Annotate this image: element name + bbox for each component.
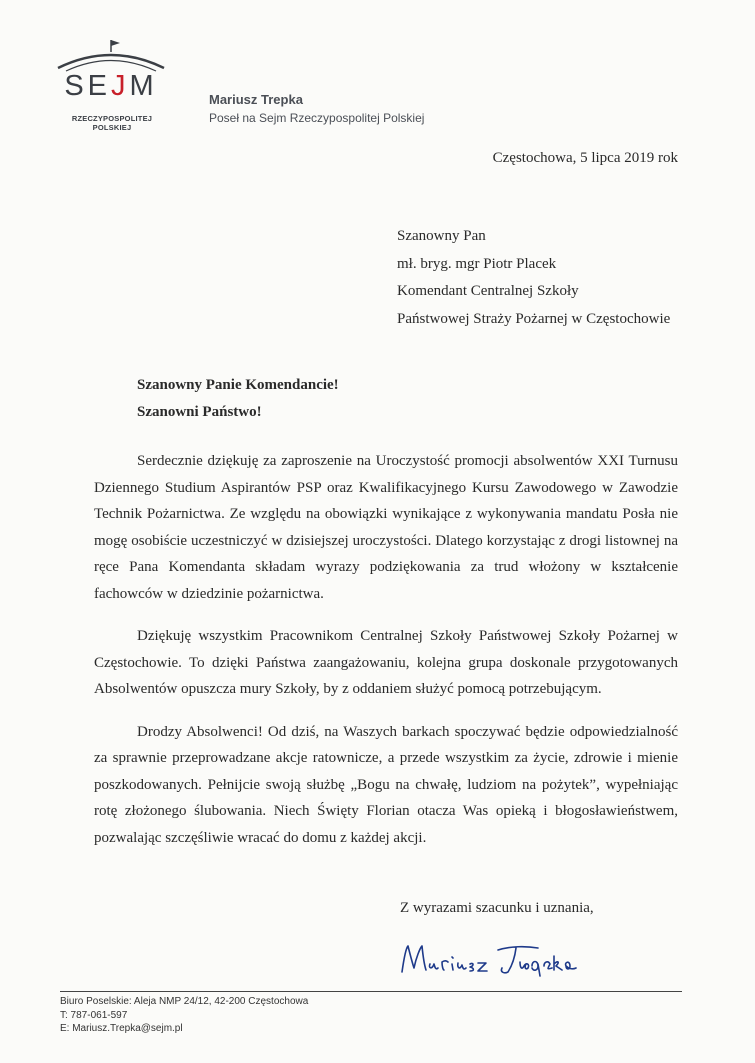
recipient-line: Szanowny Pan bbox=[397, 228, 486, 244]
salutation-line: Szanowny Panie Komendancie! bbox=[137, 377, 339, 393]
salutation bbox=[137, 372, 339, 426]
sejm-logo bbox=[52, 38, 170, 132]
logo-subtitle: RZECZYPOSPOLITEJ POLSKIEJ bbox=[71, 114, 153, 132]
body-paragraph: Serdecznie dziękuję za zaproszenie na Uroczystość promocji absolwentów XXI Turnusu Dziennego Studium Aspirantów PSP oraz Kwalifikacyjnego Kursu Zawodowego w Zawodzie Technik Pożarnictwa. Ze względu na obowiązki wynikające z wykonywania mandatu Posła nie mogę osobiście uczestniczyć w dzisiejszej uroczystości. Dlatego korzystając z drogi listownej na ręce Pana Komendanta składam wyrazy podziękowania za trud włożony w kształcenie fachowców w dziedzinie pożarnictwa. bbox=[94, 453, 678, 602]
letter-date: Częstochowa, 5 lipca 2019 rok bbox=[492, 150, 678, 166]
sejm-building-icon bbox=[52, 38, 170, 72]
sender-name: Mariusz Trepka bbox=[209, 92, 303, 107]
letter-body bbox=[94, 448, 678, 867]
body-paragraph: Drodzy Absolwenci! Od dziś, na Waszych barkach spoczywać będzie odpowiedzialność za sprawnie przeprowadzane akcje ratownicze, a przede wszystkim za życie, zdrowie i mienie poszkodowanych. Pełnijcie swoją służbę „Bogu na chwałę, ludziom na pożytek”, wypełniając rotę złożonego ślubowania. Niech Święty Florian otacza Was opieką i błogosławieństwem, pozwalając szczęśliwie wracać do domu z każdej akcji. bbox=[94, 723, 678, 846]
recipient-line: mł. bryg. mgr Piotr Placek bbox=[397, 255, 557, 272]
handwritten-signature bbox=[398, 938, 588, 980]
sender-role: Poseł na Sejm Rzeczypospolitej Polskiej bbox=[209, 111, 425, 125]
footer-divider bbox=[60, 991, 682, 992]
footer-phone: T: 787-061-597 bbox=[60, 1009, 128, 1021]
recipient-line: Komendant Centralnej Szkoły bbox=[397, 283, 579, 299]
footer-contact bbox=[60, 995, 308, 1036]
closing-line: Z wyrazami szacunku i uznania, bbox=[400, 900, 594, 916]
footer-address: Biuro Poselskie: Aleja NMP 24/12, 42-200 Częstochowa bbox=[60, 996, 309, 1007]
recipient-line: Państwowej Straży Pożarnej w Częstochowie bbox=[397, 310, 671, 327]
sejm-wordmark: SEJM bbox=[64, 70, 158, 102]
recipient-block bbox=[397, 223, 670, 333]
body-paragraph: Dziękuję wszystkim Pracownikom Centralnej Szkoły Państwowej Szkoły Pożarnej w Częstochowie. To dzięki Państwa zaangażowaniu, kolejna grupa doskonale przygotowanych Absolwentów opuszcza mury Szkoły, by z oddaniem służyć pomocą potrzebującym. bbox=[94, 628, 678, 697]
footer-email: E: Mariusz.Trepka@sejm.pl bbox=[60, 1023, 183, 1034]
salutation-line: Szanowni Państwo! bbox=[137, 404, 262, 420]
